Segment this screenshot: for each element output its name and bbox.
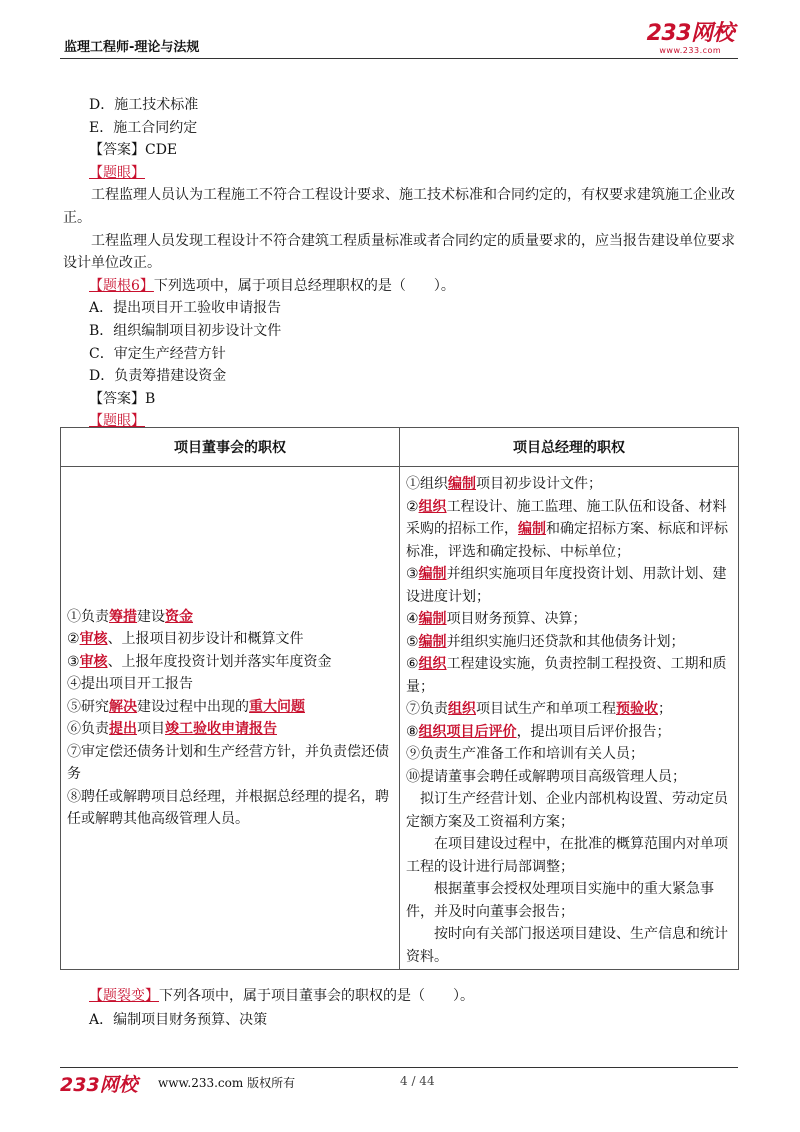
manager-item-10: ⑩提请董事会聘任或解聘项目高级管理人员； — [406, 768, 686, 785]
manager-item-4: ④编制项目财务预算、决算； — [406, 611, 587, 627]
page-header — [60, 18, 738, 59]
footer-copyright: www.233.com 版权所有 — [158, 1076, 296, 1090]
q6-option-d: D．负责筹措建设资金 — [89, 368, 227, 385]
tiyan-label — [63, 162, 739, 185]
board-item-4: ④提出项目开工报告 — [67, 676, 193, 692]
q6-answer-line — [63, 388, 739, 411]
paragraph-1: 工程监理人员认为工程施工不符合工程设计要求、施工技术标准和合同约定的，有权要求建筑施工企业改正。 — [63, 187, 735, 226]
answer-label: 【答案】 — [89, 142, 145, 159]
manager-item-13: 根据董事会授权处理项目实施中的重大紧急事件，并及时向董事会报告； — [406, 881, 714, 920]
board-item-1: ①负责筹措建设资金 — [67, 608, 193, 625]
q6-option-c: C．审定生产经营方针 — [89, 345, 226, 362]
manager-item-9: ⑨负责生产准备工作和培训有关人员； — [406, 746, 644, 762]
tiyan-text: 【题眼】 — [89, 164, 145, 181]
manager-item-11: 拟订生产经营计划、企业内部机构设置、劳动定员定额方案及工资福利方案； — [406, 791, 728, 830]
answer-value: CDE — [145, 142, 178, 159]
board-item-8: ⑧聘任或解聘项目总经理，并根据总经理的提名，聘任或解聘其他高级管理人员。 — [67, 788, 389, 827]
table-header-row — [61, 428, 739, 467]
question-6-label: 【题根6】 — [89, 277, 154, 294]
variant-question — [63, 984, 739, 1032]
board-powers-cell — [61, 467, 400, 970]
variant-stem: 下列各项中，属于项目董事会的职权的是（ ）。 — [159, 988, 474, 1004]
option-d: D．施工技术标准 — [89, 97, 199, 113]
manager-item-6: ⑥组织工程建设实施，负责控制工程投资、工期和质量； — [406, 656, 727, 695]
q6-answer-label: 【答案】 — [89, 390, 145, 407]
manager-item-2: ②组织工程设计、施工监理、施工队伍和设备、材料采购的招标工作，编制和确定招标方案、标底和评标标准，评选和确定投标、中标单位； — [406, 498, 728, 560]
question-6-stem: 下列选项中，属于项目总经理职权的是（ ）。 — [153, 277, 455, 294]
brand-logo — [647, 22, 734, 55]
col-board-powers: 项目董事会的职权 — [61, 428, 400, 467]
variant-question-line — [63, 984, 739, 1008]
manager-item-1: ①组织编制项目初步设计文件； — [406, 476, 602, 492]
content — [63, 94, 739, 433]
q6-tiyan-text: 【题眼】 — [89, 413, 145, 430]
question-6 — [63, 275, 739, 298]
manager-item-5: ⑤编制并组织实施归还贷款和其他债务计划； — [406, 633, 685, 650]
table-body-row — [61, 467, 739, 970]
logo-text: 233网校 — [646, 21, 734, 46]
board-item-2: ②审核、上报项目初步设计和概算文件 — [67, 631, 304, 647]
header-title: 监理工程师-理论与法规 — [64, 40, 200, 55]
variant-option-a: A．编制项目财务预算、决策 — [89, 1012, 268, 1028]
answer-line — [63, 139, 739, 162]
manager-item-14: 按时向有关部门报送项目建设、生产信息和统计资料。 — [406, 926, 728, 965]
option-e: E．施工合同约定 — [89, 119, 198, 136]
col-manager-powers: 项目总经理的职权 — [400, 428, 739, 467]
board-item-7: ⑦审定偿还债务计划和生产经营方针，并负责偿还债务 — [67, 743, 389, 782]
q6-option-b: B．组织编制项目初步设计文件 — [89, 322, 282, 339]
paragraph-2: 工程监理人员发现工程设计不符合建筑工程质量标准或者合同约定的质量要求的，应当报告建设单位要求设计单位改正。 — [63, 232, 735, 272]
page-footer — [60, 1067, 738, 1098]
variant-label: 【题裂变】 — [89, 988, 159, 1004]
q6-answer-value: B — [145, 390, 156, 407]
manager-item-7: ⑦负责组织项目试生产和单项工程预验收； — [406, 701, 672, 717]
logo-url: www.233.com — [659, 46, 722, 55]
q6-option-a: A．提出项目开工验收申请报告 — [89, 300, 282, 317]
footer-logo: 233网校 — [60, 1074, 138, 1096]
manager-item-8: ⑧组织项目后评价，提出项目后评价报告； — [406, 723, 671, 740]
manager-item-3: ③编制并组织实施项目年度投资计划、用款计划、建设进度计划； — [406, 566, 727, 605]
board-item-6: ⑥负责提出项目竣工验收申请报告 — [67, 721, 277, 737]
manager-item-12: 在项目建设过程中，在批准的概算范围内对单项工程的设计进行局部调整； — [406, 836, 728, 875]
board-item-5: ⑤研究解决建设过程中出现的重大问题 — [67, 698, 305, 715]
page-number: 4 / 44 — [400, 1074, 435, 1088]
powers-table — [60, 427, 739, 970]
board-item-3: ③审核、上报年度投资计划并落实年度资金 — [67, 653, 332, 670]
manager-powers-cell — [400, 467, 739, 970]
